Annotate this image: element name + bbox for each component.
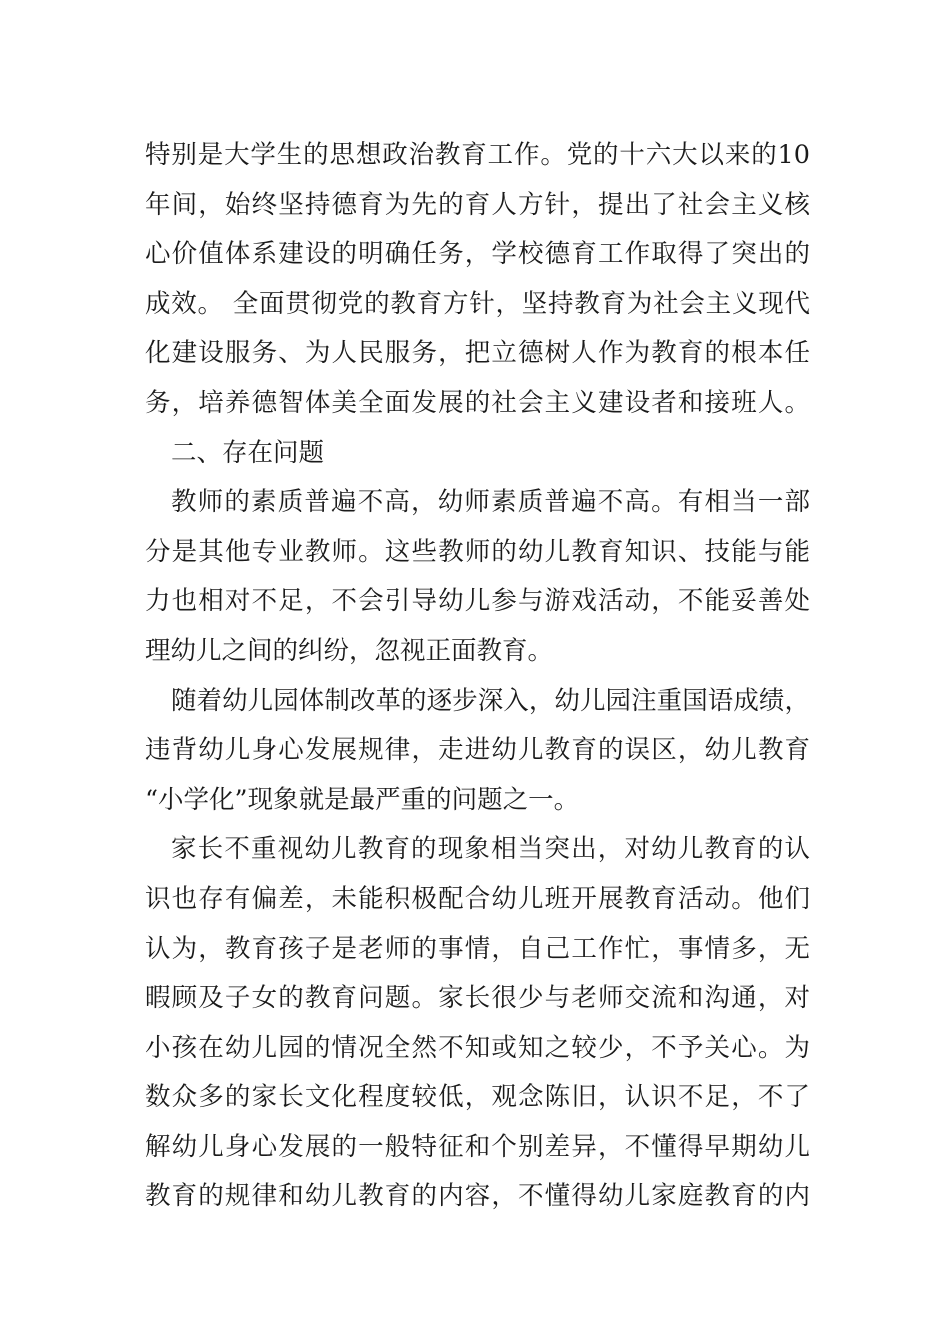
text-line: 违背幼儿身心发展规律，走进幼儿教育的误区，幼儿教育 <box>145 735 810 766</box>
text-line: 解幼儿身心发展的一般特征和个别差异，不懂得早期幼儿 <box>145 1131 810 1162</box>
text-line: 特别是大学生的思想政治教育工作。党的十六大以来的10 <box>145 140 810 170</box>
text-line: 识也存有偏差，未能积极配合幼儿班开展教育活动。他们 <box>145 883 810 914</box>
body-text <box>145 131 810 1222</box>
text-line: 家长不重视幼儿教育的现象相当突出，对幼儿教育的认 <box>171 834 810 865</box>
text-line: 教育的规律和幼儿教育的内容，不懂得幼儿家庭教育的内 <box>145 1181 810 1212</box>
text-line: 心价值体系建设的明确任务，学校德育工作取得了突出的 <box>145 239 810 270</box>
text-line: 成效。 全面贯彻党的教育方针，坚持教育为社会主义现代 <box>145 288 810 319</box>
text-line: 小孩在幼儿园的情况全然不知或知之较少，不予关心。为 <box>145 1032 810 1063</box>
text-line: 暇顾及子女的教育问题。家长很少与老师交流和沟通，对 <box>145 983 810 1014</box>
text-line: 随着幼儿园体制改革的逐步深入，幼儿园注重国语成绩， <box>171 685 810 716</box>
text-line: 年间，始终坚持德育为先的育人方针，提出了社会主义核 <box>145 189 810 220</box>
text-line: 数众多的家长文化程度较低，观念陈旧，认识不足，不了 <box>145 1082 810 1113</box>
text-line: “小学化”现象就是最严重的问题之一。 <box>145 784 580 815</box>
text-line: 理幼儿之间的纠纷，忽视正面教育。 <box>145 635 554 666</box>
text-line: 认为，教育孩子是老师的事情，自己工作忙，事情多，无 <box>145 933 810 964</box>
text-line: 务，培养德智体美全面发展的社会主义建设者和接班人。 <box>145 387 810 418</box>
section-heading: 二、存在问题 <box>171 437 325 468</box>
text-line: 化建设服务、为人民服务，把立德树人作为教育的根本任 <box>145 338 810 369</box>
text-line: 分是其他专业教师。这些教师的幼儿教育知识、技能与能 <box>145 536 810 567</box>
text-line: 教师的素质普遍不高，幼师素质普遍不高。有相当一部 <box>171 487 810 518</box>
text-line: 力也相对不足，不会引导幼儿参与游戏活动，不能妥善处 <box>145 586 810 617</box>
